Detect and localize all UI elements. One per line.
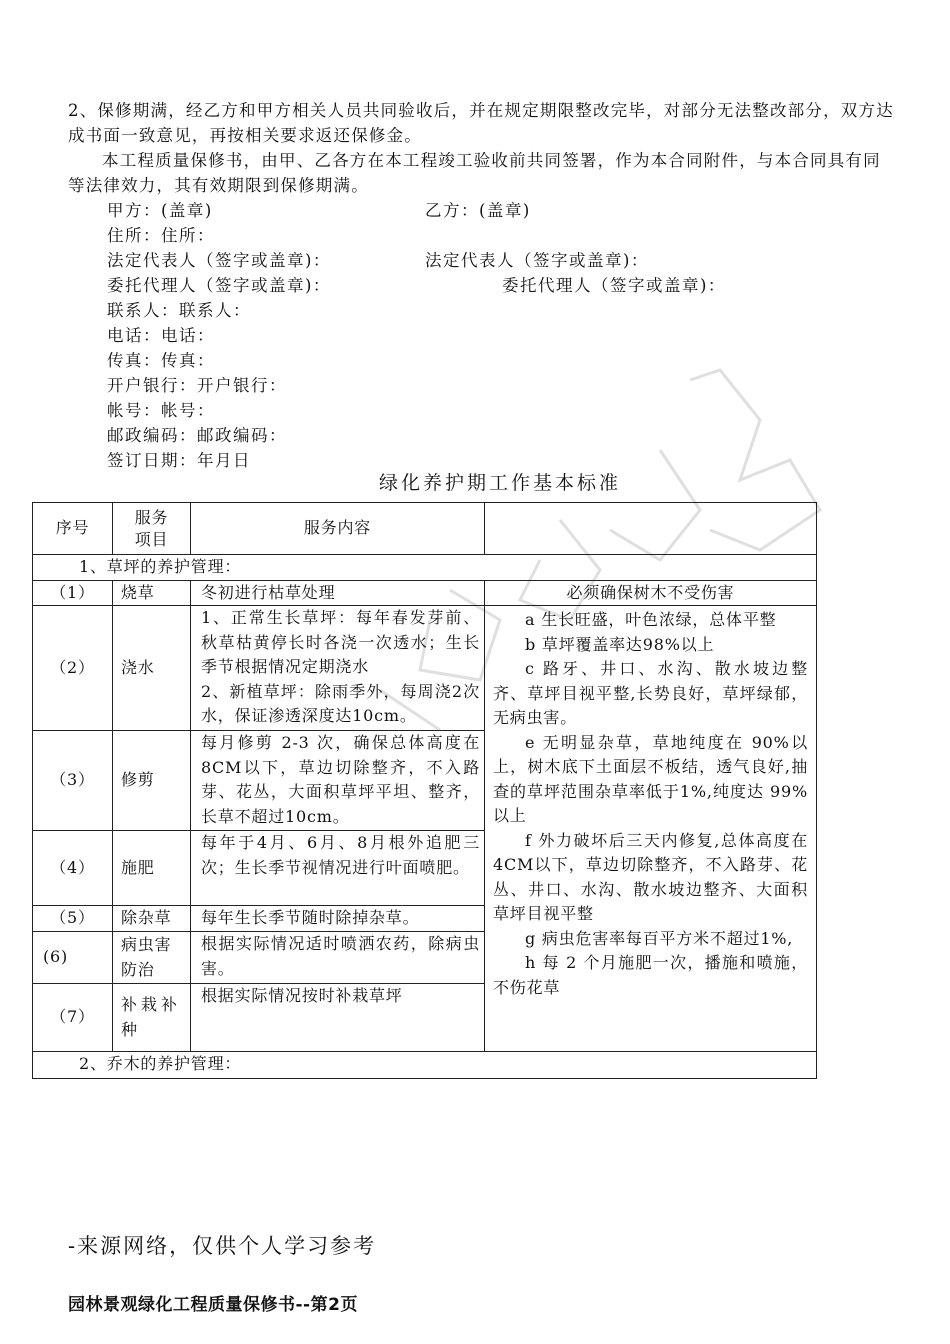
fax-line: 传真：传真： [107, 351, 215, 370]
row-item: 烧草 [113, 580, 191, 606]
paragraph-effect: 本工程质量保修书，由甲、乙各方在本工程竣工验收前共同签署，作为本合同附件，与本合同具有同等法律效力，其有效期限到保修期满。 [68, 151, 881, 195]
address-line: 住所：住所： [107, 226, 215, 245]
standard-header: 必须确保树木不受伤害 [485, 580, 817, 606]
account-line: 帐号：帐号： [107, 401, 215, 420]
maintenance-standards-table [32, 502, 817, 1079]
table-header-row [33, 503, 817, 555]
header-content: 服务内容 [191, 503, 485, 555]
header-standard [485, 503, 817, 555]
row-content: 冬初进行枯草处理 [191, 580, 485, 606]
phone-line: 电话：电话： [107, 326, 215, 345]
row-no: （7） [33, 984, 113, 1052]
row-no: （3） [33, 731, 113, 831]
agent-a: 委托代理人（签字或盖章)： [107, 276, 331, 295]
row-item: 修剪 [113, 731, 191, 831]
standard-item: g 病虫危害率每百平方米不超过1%, [525, 928, 794, 948]
header-item: 服务 项目 [113, 503, 191, 555]
row-item: 补栽补种 [113, 984, 191, 1052]
postcode-line: 邮政编码：邮政编码： [107, 426, 287, 445]
sign-date-line: 签订日期：年月日 [107, 451, 251, 470]
row-content: 根据实际情况适时喷洒农药，除病虫害。 [191, 932, 485, 984]
source-note: -来源网络，仅供个人学习参考 [68, 1234, 377, 1258]
bank-line: 开户银行：开户银行： [107, 376, 287, 395]
section-row [33, 1052, 817, 1079]
row-no: （5） [33, 906, 113, 932]
row-content: 每年生长季节随时除掉杂草。 [191, 906, 485, 932]
standard-item: c 路牙、井口、水沟、散水坡边整齐、草坪目视平整,长势良好，草坪绿郁，无病虫害。 [493, 659, 808, 727]
legal-rep-a: 法定代表人（签字或盖章)： [107, 251, 331, 270]
table-title: 绿化养护期工作基本标准 [378, 472, 621, 494]
row-no: (6) [33, 932, 113, 984]
header-no: 序号 [33, 503, 113, 555]
paragraph-warranty-expiry: 2、保修期满，经乙方和甲方相关人员共同验收后，并在规定期限整改完毕，对部分无法整改部分，双方达成书面一致意见，再按相关要求返还保修金。 [68, 101, 894, 145]
contact-line: 联系人：联系人： [107, 301, 251, 320]
section-row [33, 555, 817, 581]
row-item: 施肥 [113, 831, 191, 906]
table-row [33, 580, 817, 606]
standards-cell [485, 606, 817, 1052]
standard-item: h 每 2 个月施肥一次，播施和喷施，不伤花草 [493, 953, 808, 997]
standard-item: e 无明显杂草，草地纯度在 90%以上，树木底下土面层不板结，透气良好,抽查的草坪范围杂草率低于1%,纯度达 99%以上 [493, 732, 808, 825]
legal-rep-b: 法定代表人（签字或盖章)： [425, 251, 649, 270]
table-row [33, 606, 817, 731]
row-content: 每年于4月、6月、8月根外追肥三次；生长季节视情况进行叶面喷肥。 [191, 831, 485, 906]
page-footer: 园林景观绿化工程质量保修书--第2页 [68, 1295, 358, 1315]
row-item: 病虫害防治 [113, 932, 191, 984]
row-no: （1） [33, 580, 113, 606]
standard-item: a 生长旺盛，叶色浓绿，总体平整 [525, 610, 777, 629]
row-content: 根据实际情况按时补栽草坪 [191, 984, 485, 1052]
row-content: 1、正常生长草坪：每年春发芽前、秋草枯黄停长时各浇一次透水；生长季节根据情况定期浇水 2、新植草坪：除雨季外，每周浇2次水，保证渗透深度达10cm。 [191, 606, 485, 731]
row-item: 浇水 [113, 606, 191, 731]
row-item: 除杂草 [113, 906, 191, 932]
standard-item: b 草坪覆盖率达98%以上 [525, 634, 715, 654]
section-trees: 2、乔木的养护管理： [33, 1052, 817, 1079]
row-no: （4） [33, 831, 113, 906]
standard-item: f 外力破坏后三天内修复,总体高度在 4CM以下，草边切除整齐，不入路芽、花丛、井口、水沟、散水坡边整齐、大面积草坪目视平整 [493, 830, 808, 923]
row-content: 每月修剪 2-3 次，确保总体高度在 8CM以下，草边切除整齐，不入路芽、花丛，大面积草坪平坦、整齐，长草不超过10cm。 [191, 731, 485, 831]
agent-b: 委托代理人（签字或盖章)： [502, 276, 726, 295]
row-no: （2） [33, 606, 113, 731]
party-a-seal: 甲方：(盖章) [107, 201, 213, 220]
party-b-seal: 乙方：(盖章) [425, 201, 531, 220]
section-lawn: 1、草坪的养护管理： [33, 555, 817, 581]
